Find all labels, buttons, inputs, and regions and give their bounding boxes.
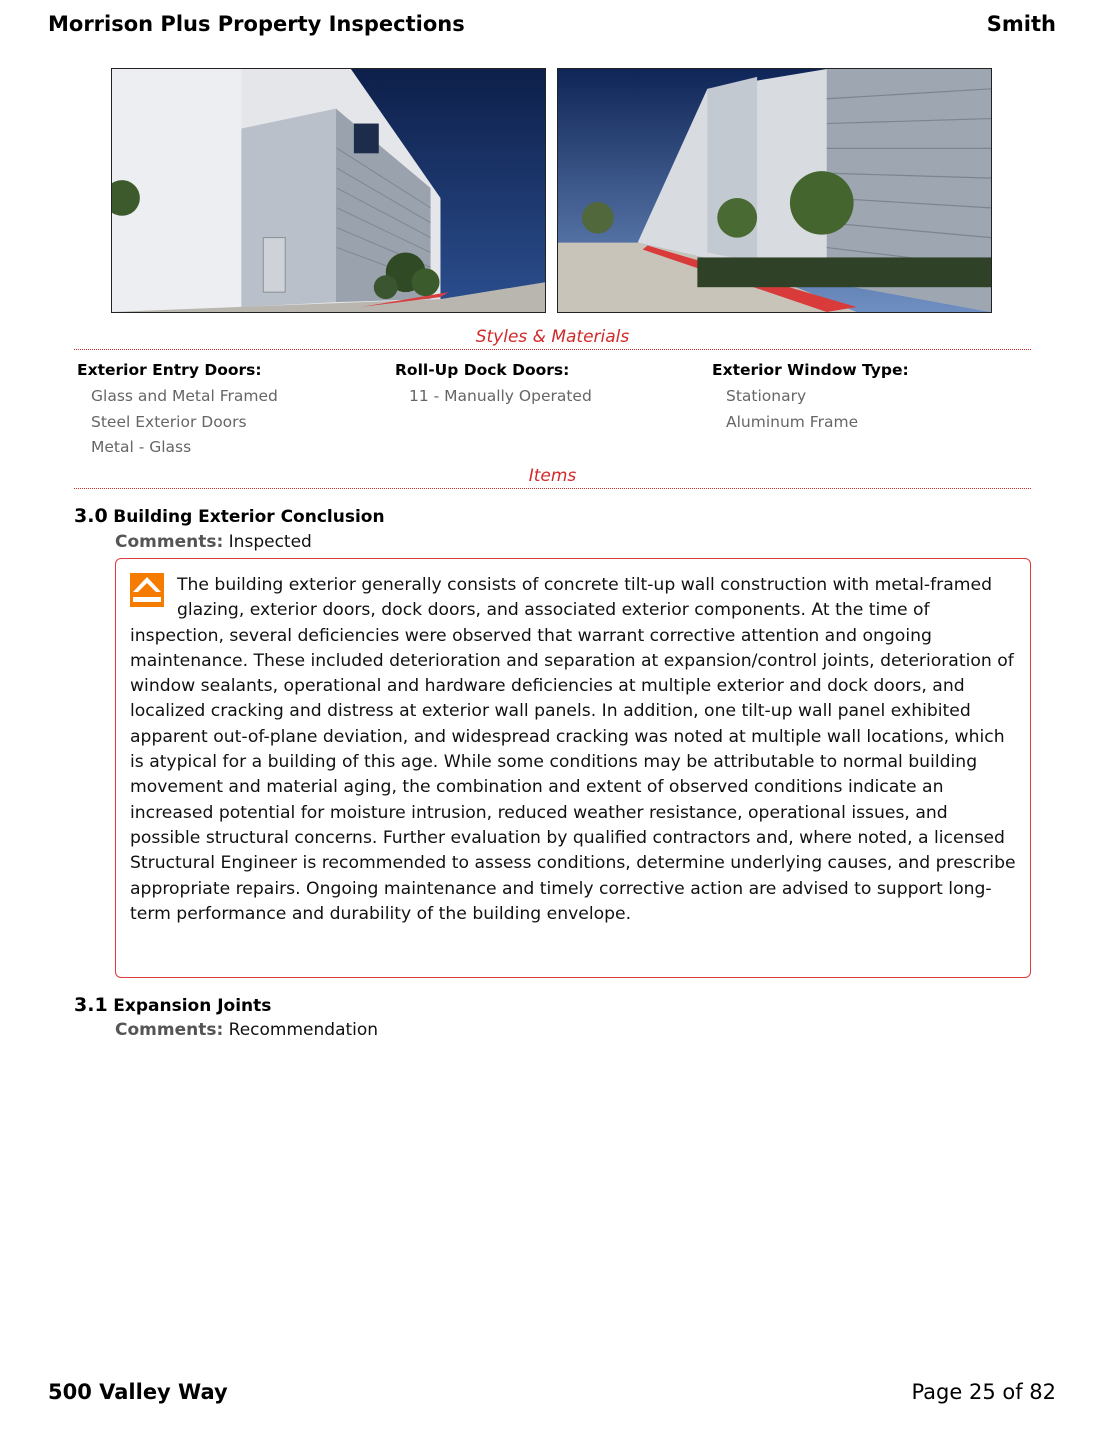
photo-row bbox=[111, 68, 994, 315]
materials-column-window-type bbox=[712, 361, 1022, 435]
comments-value: Recommendation bbox=[228, 1020, 379, 1040]
materials-item: Metal - Glass bbox=[91, 438, 192, 456]
materials-heading: Roll-Up Dock Doors: bbox=[395, 361, 570, 379]
page-footer bbox=[48, 1380, 1056, 1404]
materials-item: 11 - Manually Operated bbox=[409, 387, 592, 405]
item-3-0-title bbox=[74, 505, 385, 527]
item-name: Building Exterior Conclusion bbox=[113, 507, 385, 527]
item-3-1-title bbox=[74, 994, 271, 1016]
warning-home-icon bbox=[130, 573, 164, 607]
items-heading: Items bbox=[74, 466, 1031, 489]
client-name: Smith bbox=[986, 12, 1056, 36]
materials-column-entry-doors bbox=[77, 361, 387, 461]
exterior-photo-2[interactable] bbox=[557, 68, 992, 313]
comments-value: Inspected bbox=[228, 532, 312, 552]
conclusion-callout bbox=[115, 558, 1031, 978]
item-3-1-comments bbox=[115, 1020, 378, 1040]
company-name: Morrison Plus Property Inspections bbox=[48, 12, 465, 36]
materials-item: Glass and Metal Framed bbox=[91, 387, 278, 405]
page-header bbox=[48, 12, 1056, 36]
property-address: 500 Valley Way bbox=[48, 1380, 228, 1404]
item-name: Expansion Joints bbox=[113, 996, 272, 1016]
callout-text: The building exterior generally consists of concrete tilt-up wall construction with metal-framed glazing, exterior doors, dock doors, and associated exterior components. At the time of inspection, several deficiencies were observed that warrant corrective attention and ongoing maintenance. These included deterioration and separation at expansion/control joints, deterioration of window sealants, operational and hardware deficiencies at multiple exterior and dock doors, and localized cracking and distress at exterior wall panels. In addition, one tilt-up wall panel exhibited apparent out-of-plane deviation, and widespread cracking was noted at multiple wall locations, which is atypical for a building of this age. While some conditions may be attributable to normal building movement and material aging, the combination and extent of observed conditions indicate an increased potential for moisture intrusion, reduced weather resistance, operational issues, and possible structural concerns. Further evaluation by qualified contractors and, where noted, a licensed Structural Engineer is recommended to assess conditions, determine underlying causes, and prescribe appropriate repairs. Ongoing maintenance and timely corrective action are advised to support long-term performance and durability of the building envelope. bbox=[130, 575, 1016, 924]
comments-label: Comments: bbox=[115, 1020, 224, 1040]
materials-column-dock-doors bbox=[395, 361, 705, 410]
exterior-photo-1[interactable] bbox=[111, 68, 546, 313]
comments-label: Comments: bbox=[115, 532, 224, 552]
materials-item: Stationary bbox=[726, 387, 807, 405]
item-3-0-comments bbox=[115, 532, 312, 552]
materials-item: Steel Exterior Doors bbox=[91, 412, 247, 431]
item-number: 3.0 bbox=[74, 505, 108, 527]
styles-materials-heading: Styles & Materials bbox=[74, 327, 1031, 350]
materials-heading: Exterior Entry Doors: bbox=[77, 361, 262, 379]
materials-item: Aluminum Frame bbox=[726, 412, 859, 431]
materials-heading: Exterior Window Type: bbox=[712, 361, 909, 379]
item-number: 3.1 bbox=[74, 994, 108, 1016]
page-number: Page 25 of 82 bbox=[911, 1380, 1056, 1404]
